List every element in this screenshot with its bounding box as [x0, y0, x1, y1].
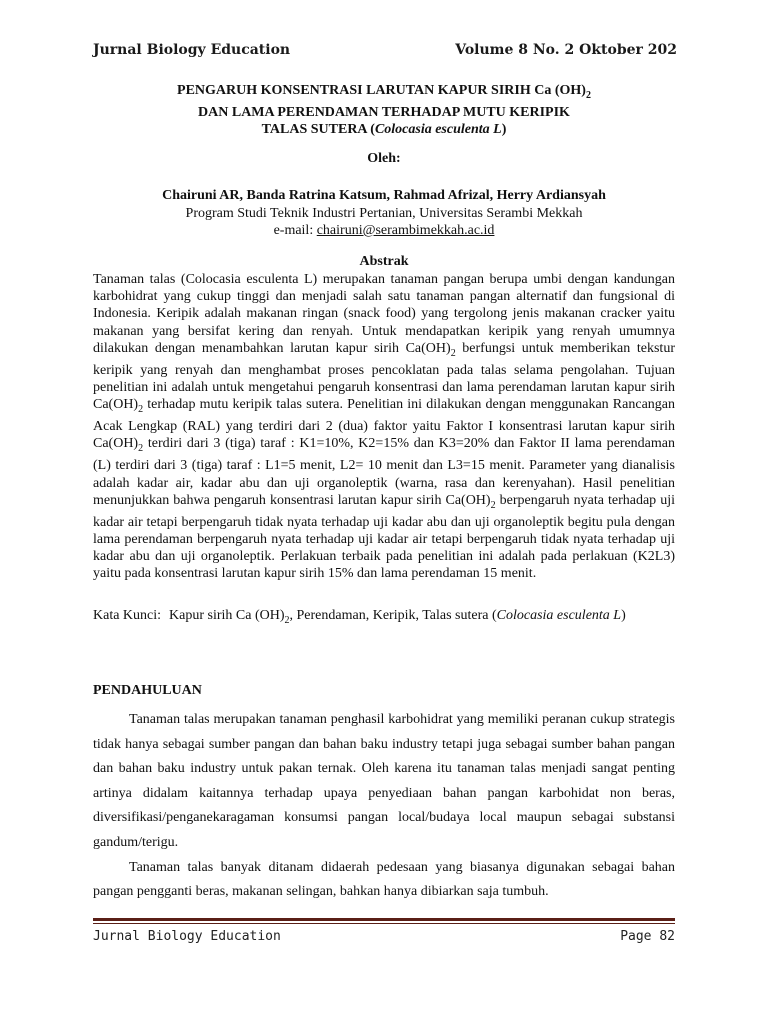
abstract-text-2: berfungsi untuk memberikan tekstur keripik yang renyah dan menghambat proses pencoklatan pada talas selama pengolahan. Tujuan penelitian ini adalah untuk mengetahui pengaruh konsentrasi dan lama perendaman larutan kapur sirih Ca(OH): [93, 340, 675, 413]
abstract-subscript: 2: [138, 404, 144, 416]
running-footer: [93, 929, 675, 949]
abstract-text-1: Tanaman talas (Colocasia esculenta L) merupakan tanaman pangan berupa umbi dengan kandungan karbohidrat yang cukup tinggi dan menjadi salah satu tanaman pangan alternatif dan fungsional di Indonesia. Keripik adalah makanan ringan (snack food) yang tergolong jenis makanan cracker yaitu makanan yang bersifat kering dan renyah. Untuk mendapatkan keripik yang renyah umumnya dilakukan dengan menambahkan larutan kapur sirih Ca(OH): [93, 272, 675, 356]
affiliation: Program Studi Teknik Industri Pertanian, Universitas Serambi Mekkah: [185, 206, 583, 221]
title-species-name: Colocasia esculenta L: [374, 121, 502, 137]
footer-journal-name: Jurnal Biology Education: [93, 929, 281, 944]
abstract-subscript: 2: [138, 443, 144, 455]
affiliation-block: [93, 205, 675, 239]
paragraph: Tanaman talas banyak ditanam didaerah pedesaan yang biasanya digunakan sebagai bahan pangan pengganti beras, makanan selingan, bahkan hanya dibiarkan saja tumbuh.: [93, 859, 675, 900]
abstract-subscript: 2: [490, 499, 496, 511]
section-heading-introduction: PENDAHULUAN: [93, 683, 202, 698]
header-volume: Volume 8 No. 2 Oktober 202: [455, 42, 677, 58]
author-list: Chairuni AR, Banda Ratrina Katsum, Rahmad Afrizal, Herry Ardiansyah: [162, 188, 606, 203]
email-link[interactable]: chairuni@serambimekkah.ac.id: [316, 223, 495, 238]
keywords: [93, 607, 675, 630]
title-subscript: 2: [585, 89, 591, 101]
abstract-text-3: terhadap mutu keripik talas sutera. Penelitian ini dilakukan dengan menggunakan Rancangan Acak Lengkap (RAL) yang terdiri dari 2 (dua) faktor yaitu Faktor I konsentrasi larutan kapur sirih Ca(OH): [93, 397, 675, 452]
keywords-subscript: 2: [284, 614, 290, 626]
footer-rule-thick: [93, 918, 675, 921]
keywords-part-2: , Perendaman, Keripik, Talas sutera (: [289, 608, 497, 623]
title-line-1-text: PENGARUH KONSENTRASI LARUTAN KAPUR SIRIH Ca (OH): [177, 83, 586, 98]
email-label: e-mail:: [273, 223, 317, 238]
introduction-body: [93, 708, 675, 905]
paper-title: [93, 82, 675, 138]
keywords-species-name: Colocasia esculenta L: [496, 608, 622, 623]
keywords-part-1: Kapur sirih Ca (OH): [169, 608, 285, 623]
email-line: [93, 222, 675, 239]
paragraph: Tanaman talas merupakan tanaman penghasil karbohidrat yang memiliki peranan cukup strategis tidak hanya sebagai sumber pangan dan bahan baku industry tetapi juga sebagai sumber bahan pangan dan bahan baku industry untuk pakan ternak. Oleh karena itu tanaman talas menjadi sangat penting artinya didalam kaitannya terhadap upaya penyediaan bahan pangan karbohidat non beras, diversifikasi/penganekaragaman konsumsi pangan local/budaya local maupun sebagai substansi gandum/terigu.: [93, 712, 675, 850]
title-line-3-post: ): [501, 121, 507, 137]
by-label: Oleh:: [367, 151, 401, 166]
title-line-1: [93, 82, 675, 104]
abstract-heading: Abstrak: [359, 254, 409, 269]
page-number: Page 82: [620, 929, 675, 944]
footer-rule-thin: [93, 923, 675, 924]
title-line-3: [93, 121, 675, 138]
title-line-2: DAN LAMA PERENDAMAN TERHADAP MUTU KERIPIK: [198, 104, 570, 120]
abstract-subscript: 2: [450, 347, 456, 359]
header-journal-name: Jurnal Biology Education: [93, 42, 291, 58]
keywords-part-3: ): [621, 608, 626, 623]
running-header: [93, 42, 675, 64]
abstract-body: [93, 271, 675, 583]
keywords-label: Kata Kunci:: [93, 608, 162, 623]
abstract-text-5: berpengaruh nyata terhadap uji kadar air tetapi berpengaruh tidak nyata terhadap uji kadar abu dan uji organoleptik begitu pula dengan lama perendaman berpengaruh nyata terhadap uji kadar air tetapi berpengaruh tidak nyata terhadap uji kadar abu dan uji organoleptik. Perlakuan terbaik pada penelitian ini adalah pada perlakuan (K2L3) yaitu pada konsentrasi larutan kapur sirih 15% dan lama perendaman 15 menit.: [93, 492, 675, 582]
title-line-3-pre: TALAS SUTERA (: [261, 121, 375, 137]
abstract-text-4: terdiri dari 3 (tiga) taraf : K1=10%, K2=15% dan K3=20% dan Faktor II lama perendaman (L) terdiri dari 3 (tiga) taraf : L1=5 menit, L2= 10 menit dan L3=15 menit. Parameter yang dianalisis adalah kadar air, kadar abu dan uji organoleptik (warna, rasa dan kerenyahan). Hasil penelitian menunjukkan bahwa pengaruh konsentrasi larutan kapur sirih Ca(OH): [93, 436, 675, 508]
